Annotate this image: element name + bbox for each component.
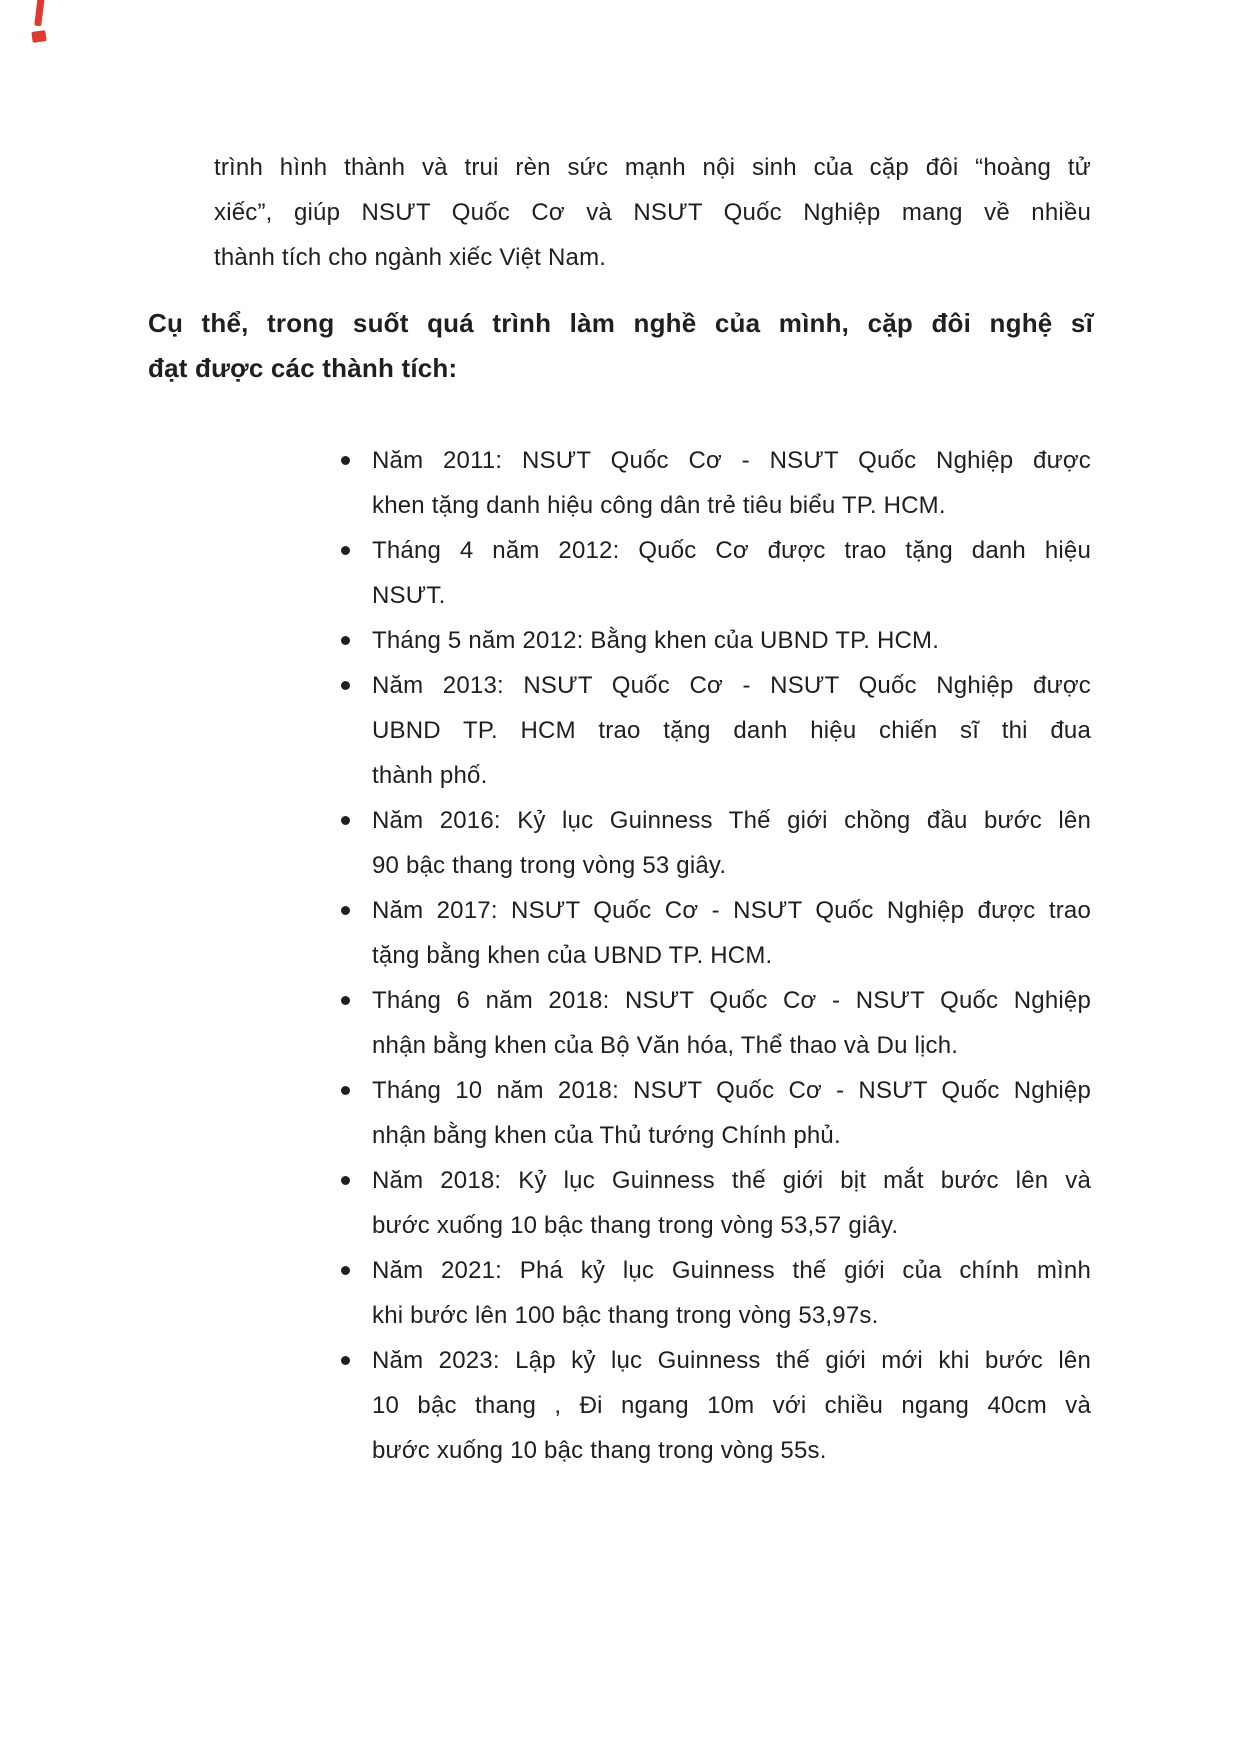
list-item-line: Năm 2021: Phá kỷ lục Guinness thế giới của chính mình xyxy=(372,1257,1091,1284)
list-item-line: 90 bậc thang trong vòng 53 giây. xyxy=(372,852,727,879)
list-item-line: Tháng 6 năm 2018: NSƯT Quốc Cơ - NSƯT Quốc Nghiệp xyxy=(372,987,1091,1014)
list-item-line: NSƯT. xyxy=(372,582,446,609)
list-item-line: UBND TP. HCM trao tặng danh hiệu chiến sĩ thi đua xyxy=(372,717,1091,744)
list-item-line: tặng bằng khen của UBND TP. HCM. xyxy=(372,942,773,969)
list-item-line: nhận bằng khen của Thủ tướng Chính phủ. xyxy=(372,1122,841,1149)
bullet-icon xyxy=(341,681,350,690)
bullet-icon xyxy=(341,1356,350,1365)
list-item xyxy=(372,1248,1091,1338)
list-item xyxy=(372,663,1091,798)
list-item-line: bước xuống 10 bậc thang trong vòng 53,57 giây. xyxy=(372,1212,899,1239)
bullet-icon xyxy=(341,816,350,825)
paragraph-line: thành tích cho ngành xiếc Việt Nam. xyxy=(214,244,607,271)
heading-line: Cụ thể, trong suốt quá trình làm nghề của mình, cặp đôi nghệ sĩ xyxy=(148,308,1093,338)
bullet-icon xyxy=(341,456,350,465)
list-item xyxy=(372,888,1091,978)
list-item-line: Năm 2011: NSƯT Quốc Cơ - NSƯT Quốc Nghiệp được xyxy=(372,447,1091,474)
list-item-line: bước xuống 10 bậc thang trong vòng 55s. xyxy=(372,1437,827,1464)
list-item-line: khi bước lên 100 bậc thang trong vòng 53,97s. xyxy=(372,1302,879,1329)
list-item-line: khen tặng danh hiệu công dân trẻ tiêu biểu TP. HCM. xyxy=(372,492,946,519)
bullet-icon xyxy=(341,996,350,1005)
bullet-icon xyxy=(341,906,350,915)
red-stroke-icon xyxy=(34,0,45,26)
list-item-line: nhận bằng khen của Bộ Văn hóa, Thể thao và Du lịch. xyxy=(372,1032,959,1059)
list-item xyxy=(372,1068,1091,1158)
bullet-icon xyxy=(341,1266,350,1275)
list-item-line: thành phố. xyxy=(372,762,488,789)
list-item xyxy=(372,978,1091,1068)
list-item-line: Năm 2018: Kỷ lục Guinness thế giới bịt mắt bước lên và xyxy=(372,1167,1091,1194)
list-item xyxy=(372,528,1091,618)
red-corner-artifact xyxy=(28,0,62,48)
list-item-line: Năm 2017: NSƯT Quốc Cơ - NSƯT Quốc Nghiệp được trao xyxy=(372,897,1091,924)
bullet-icon xyxy=(341,1176,350,1185)
list-item xyxy=(372,798,1091,888)
list-item-line: Tháng 4 năm 2012: Quốc Cơ được trao tặng danh hiệu xyxy=(372,537,1091,564)
list-item-line: Tháng 5 năm 2012: Bằng khen của UBND TP. HCM. xyxy=(372,627,940,654)
list-item xyxy=(372,1338,1091,1473)
list-item xyxy=(372,438,1091,528)
list-item-line: Năm 2016: Kỷ lục Guinness Thế giới chồng đầu bước lên xyxy=(372,807,1091,834)
bullet-icon xyxy=(341,636,350,645)
red-stroke-icon xyxy=(31,30,46,43)
list-item-line: Tháng 10 năm 2018: NSƯT Quốc Cơ - NSƯT Quốc Nghiệp xyxy=(372,1077,1091,1104)
list-item-line: 10 bậc thang , Đi ngang 10m với chiều ngang 40cm và xyxy=(372,1392,1091,1419)
bullet-icon xyxy=(341,546,350,555)
list-item xyxy=(372,618,1091,663)
paragraph-line: trình hình thành và trui rèn sức mạnh nội sinh của cặp đôi “hoàng tử xyxy=(214,154,1091,181)
list-item-line: Năm 2013: NSƯT Quốc Cơ - NSƯT Quốc Nghiệp được xyxy=(372,672,1091,699)
heading-line: đạt được các thành tích: xyxy=(148,353,458,383)
paragraph-line: xiếc”, giúp NSƯT Quốc Cơ và NSƯT Quốc Nghiệp mang về nhiều xyxy=(214,199,1091,226)
achievements-list xyxy=(372,438,1091,1473)
section-heading xyxy=(148,301,1093,391)
intro-paragraph xyxy=(214,145,1091,280)
bullet-icon xyxy=(341,1086,350,1095)
list-item-line: Năm 2023: Lập kỷ lục Guinness thế giới mới khi bước lên xyxy=(372,1347,1091,1374)
list-item xyxy=(372,1158,1091,1248)
